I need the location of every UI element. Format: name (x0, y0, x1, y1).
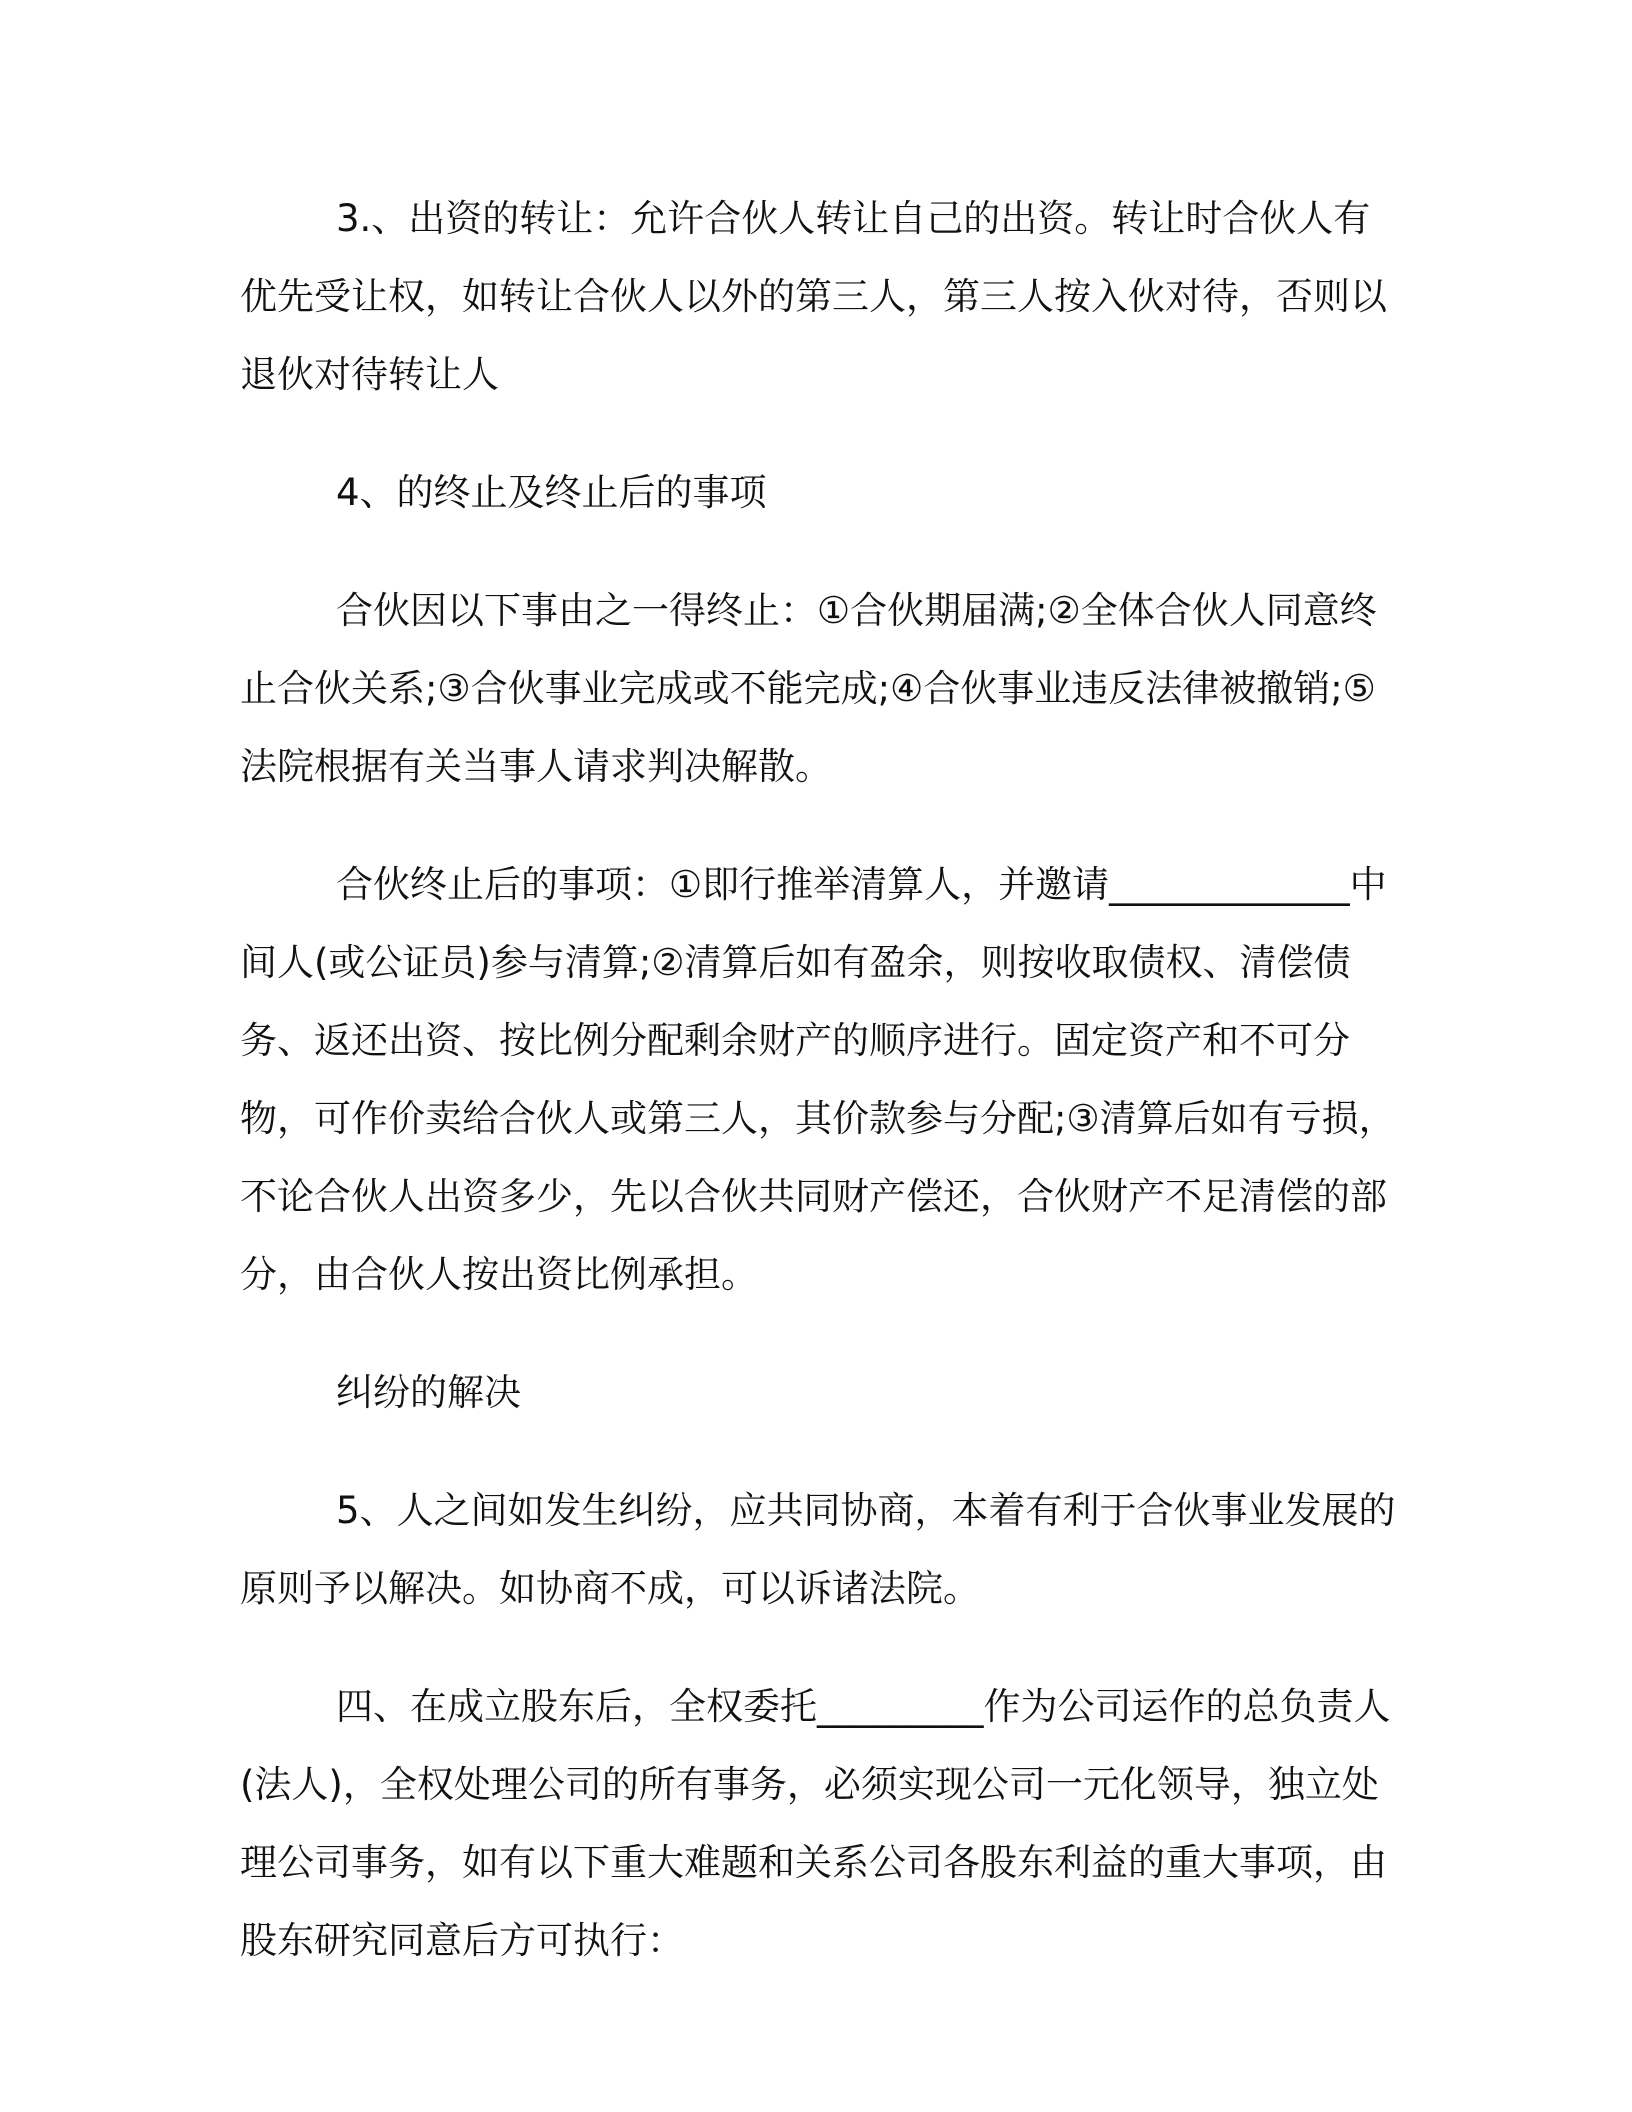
paragraph-post-termination-matters: 合伙终止后的事项：①即行推举清算人，并邀请_____________中间人(或公证员)参与清算;②清算后如有盈余，则按收取债权、清偿债务、返还出资、按比例分配剩余财产的顺序进行。固定资产和不可分物，可作价卖给合伙人或第三人，其价款参与分配;③清算后如有亏损，不论合伙人出资多少，先以合伙共同财产偿还，合伙财产不足清偿的部分，由合伙人按出资比例承担。 (240, 863, 1396, 1296)
document-body (240, 180, 1400, 2020)
paragraph-contribution-transfer: 3.、出资的转让：允许合伙人转让自己的出资。转让时合伙人有优先受让权，如转让合伙人以外的第三人，第三人按入伙对待，否则以退伙对待转让人 (240, 197, 1387, 396)
paragraph-termination-heading: 4、的终止及终止后的事项 (336, 471, 767, 514)
paragraph-shareholder-delegation: 四、在成立股东后，全权委托_________作为公司运作的总负责人(法人)，全权处理公司的所有事务，必须实现公司一元化领导，独立处理公司事务，如有以下重大难题和关系公司各股东利益的重大事项，由股东研究同意后方可执行： (240, 1685, 1391, 1962)
paragraph-dispute-resolution: 5、人之间如发生纠纷，应共同协商，本着有利于合伙事业发展的原则予以解决。如协商不成，可以诉诸法院。 (240, 1489, 1396, 1610)
paragraph-termination-reasons: 合伙因以下事由之一得终止：①合伙期届满;②全体合伙人同意终止合伙关系;③合伙事业完成或不能完成;④合伙事业违反法律被撤销;⑤法院根据有关当事人请求判决解散。 (240, 589, 1377, 788)
paragraph-dispute-heading: 纠纷的解决 (336, 1371, 521, 1414)
